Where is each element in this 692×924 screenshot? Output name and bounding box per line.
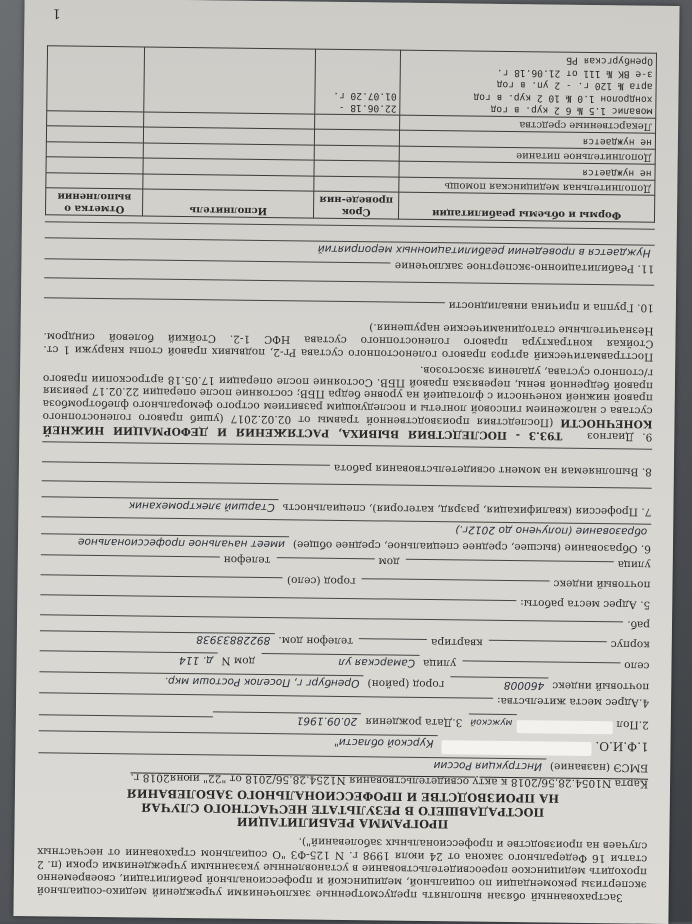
education-value: имеет начальное профессиональное — [41, 533, 289, 550]
work-phone-label: раб. — [627, 618, 651, 631]
address-line — [39, 693, 493, 712]
diagnosis-code: T93.3 - ПОСЛЕДСТВИЯ ВЫВИХА, РАСТЯЖЕНИЯ И ДЕФОРМАЦИИ НИЖНЕЙ КОНЕЧНОСТИ — [42, 416, 653, 442]
work-done-row — [42, 457, 652, 481]
work-street-label: улица — [617, 558, 651, 571]
flat-value — [359, 639, 427, 653]
table-cell: Дополнительная медицинская помощь — [399, 177, 655, 195]
fio-label: 1.Ф.И.О. — [595, 739, 649, 754]
diagnosis-block-2: Посттравматический артроз правого голеностопного сустава Рг-2, подвывих правой стопы кнаружи 1 ст. Стойкая контрактура правого голеностопного сустава НФС 1-2. Стойкий болевой синдром. Незначительные статодинамические нарушения.) — [43, 321, 654, 363]
profession-label: 7. Профессия (квалификация, разряд, категория), специальность — [282, 501, 652, 518]
table-cell — [144, 112, 315, 129]
diagnosis-label: 9. Диагноз — [587, 430, 653, 443]
rehab-table — [45, 45, 657, 223]
address-residence-label: 4.Адрес места жительства: — [496, 695, 650, 709]
work-city-value — [40, 574, 283, 590]
card-number-line: Карта N1054.28.56/2018 к акту освидетельствования N1254.28.56/2018 от "22" июня2018 г. — [130, 771, 649, 790]
postal-value: 460008 — [450, 677, 548, 692]
col-header-executor: Исполнитель — [143, 189, 314, 218]
diagnosis-text: (Последствия производственной травмы от 02.02.2017 (ушиб правого голеностопного сустава с наложением гипсовой лонгеты и последующим развитием острого феморального флеботромбоза правой нижней конечности с флотацией на уровне бедра ПБВ; состояние после операции 22.02.17 ревизия правой бедренной вены, перевязка правой ПБВ. Состояние после операции 17.05.18 артроскопии правого г/стопного сустава, удаления экзостозов. — [42, 363, 654, 429]
work-postal-label: почтовый индекс — [553, 577, 651, 591]
table-cell — [314, 176, 399, 192]
postal-label: почтовый индекс — [552, 679, 650, 694]
table-cell — [143, 158, 314, 176]
drug-line-4: з-е ВК № 111 от 21.06.18 г. — [496, 66, 653, 80]
table-cell — [315, 114, 400, 130]
dob-rest-line — [39, 715, 214, 730]
program-title — [38, 785, 648, 833]
table-cell: не нуждается — [399, 161, 655, 180]
education-value-2: образование (получено до 2012г.) — [41, 516, 651, 537]
work-house-label: дом — [378, 555, 400, 568]
city-value: Оренбург г, Поселок Ростоши мкр. — [39, 672, 363, 690]
dob-value: 20.09.1961 — [213, 712, 361, 728]
table-cell-drugs — [400, 50, 657, 118]
work-phone2-value — [41, 554, 220, 569]
table-cell — [144, 47, 315, 114]
col-header-forms: Формы и объемы реабилитации — [399, 192, 655, 222]
table-cell — [46, 172, 144, 188]
redacted-sex — [516, 720, 612, 734]
city-label: город (район) — [367, 677, 445, 691]
sex-label: 2.Пол — [616, 718, 649, 731]
title-line-3: НА ПРОИЗВОДСТВЕ И ПРОФЕССИОНАЛЬНОГО ЗАБОЛЕВАНИЯ — [126, 786, 560, 807]
home-phone-value: 89228833938 — [40, 630, 275, 647]
work-street-value — [405, 559, 613, 575]
conclusion-row — [44, 254, 654, 278]
disability-label: 10. Группа и причина инвалидности — [448, 299, 654, 314]
disability-row — [44, 293, 654, 317]
document-page — [13, 0, 679, 924]
col-header-done: Отметка о выполнении — [45, 188, 143, 217]
diagnosis-block — [42, 358, 653, 443]
street-value: Самарская ул — [261, 653, 419, 669]
drug-line-5: Оренбургская РБ — [566, 55, 653, 68]
table-cell — [46, 126, 144, 143]
village-label: село — [624, 659, 650, 673]
table-cell — [144, 127, 315, 145]
drug-line-3: арта № 120 г. - 2 уп. в год — [496, 79, 653, 93]
table-cell — [143, 174, 314, 191]
bmse-value: Инструкция России — [38, 752, 546, 772]
drug-line-1: мовалис 1.5 № 6 2 кур. в год — [490, 103, 653, 117]
work-postal-value — [361, 578, 549, 593]
drug-line-2: хондролон 1.0 № 10 2 кур. в год — [473, 91, 653, 105]
work-done-value — [42, 461, 330, 478]
work-house-value — [276, 557, 374, 571]
profession-value: Старший электромеханик — [41, 496, 278, 513]
table-row — [47, 46, 657, 119]
education-label: 6. Образование (высшее, среднее специальное, среднее общее) — [292, 538, 652, 555]
conclusion-line — [44, 258, 391, 275]
house-value: д. 114 — [39, 651, 217, 667]
corpus-label: корпус — [610, 638, 650, 652]
title-line-2: ПОСТРАДАВШЕГО В РЕЗУЛЬТАТЕ НЕСЧАСТНОГО СЛУЧАЯ — [141, 800, 545, 820]
table-cell — [47, 111, 145, 127]
table-cell-term: 22.06.18 - 01.07.20 г. — [315, 49, 401, 115]
work-phone2-label: телефон — [223, 553, 271, 566]
bmse-value-2: Курской области" — [39, 731, 438, 750]
house-label: дом N — [221, 654, 256, 668]
disability-value — [44, 297, 445, 315]
table-cell — [314, 145, 399, 161]
document-body — [37, 45, 657, 903]
work-city-label: город (село) — [286, 574, 356, 587]
table-cell: Лекарственные средства — [400, 115, 656, 133]
table-cell — [46, 142, 144, 158]
table-cell: Дополнительное питание — [399, 146, 655, 164]
conclusion-label: 11. Реабилитационно-экспертное заключение — [394, 259, 655, 275]
street-label: улица — [422, 657, 457, 670]
intro-paragraph: Застрахованный обязан выполнять предусмотренные заключениями учреждений медико-социальной экспертизы рекомендации по социальной, медицинской и профессиональной реабилитации, своевременно проходить медицинское переосвидетельствование в установленные указанными учреждениями сроки (п. 2 статьи 16 Федерального закона от 24 июля 1998 г. N 125-ФЗ "О социальном страховании от несчастных случаев на производстве и профессиональных заболеваний"). — [36, 835, 648, 904]
table-cell — [144, 143, 315, 160]
home-phone-label: телефон дом. — [278, 634, 354, 648]
table-cell — [314, 160, 399, 177]
table-cell — [46, 157, 144, 174]
work-address-label: 5. Адрес места работы: — [520, 596, 651, 611]
page-number: 1 — [52, 5, 61, 21]
table-cell — [314, 130, 399, 147]
table-cell: не нуждается — [400, 131, 656, 150]
dob-label: 3.Дата рождения — [365, 715, 463, 729]
village-value — [462, 661, 620, 676]
table-cell — [47, 46, 145, 113]
work-done-label: 8. Выполняемая на момент освидетельствования работа — [333, 461, 652, 478]
flat-label: квартира — [430, 636, 483, 650]
col-header-term: Срок проведе-ния — [313, 191, 399, 219]
bmse-label: БМСЭ (название) — [549, 760, 649, 774]
title-line-1: ПРОГРАММА РЕАБИЛИТАЦИИ — [236, 815, 449, 832]
conclusion-value: Нуждается в проведении реабилитационных мероприятий — [45, 237, 655, 258]
redacted-name — [441, 740, 591, 756]
sex-value: мужской — [468, 714, 516, 728]
corpus-value — [489, 640, 607, 654]
